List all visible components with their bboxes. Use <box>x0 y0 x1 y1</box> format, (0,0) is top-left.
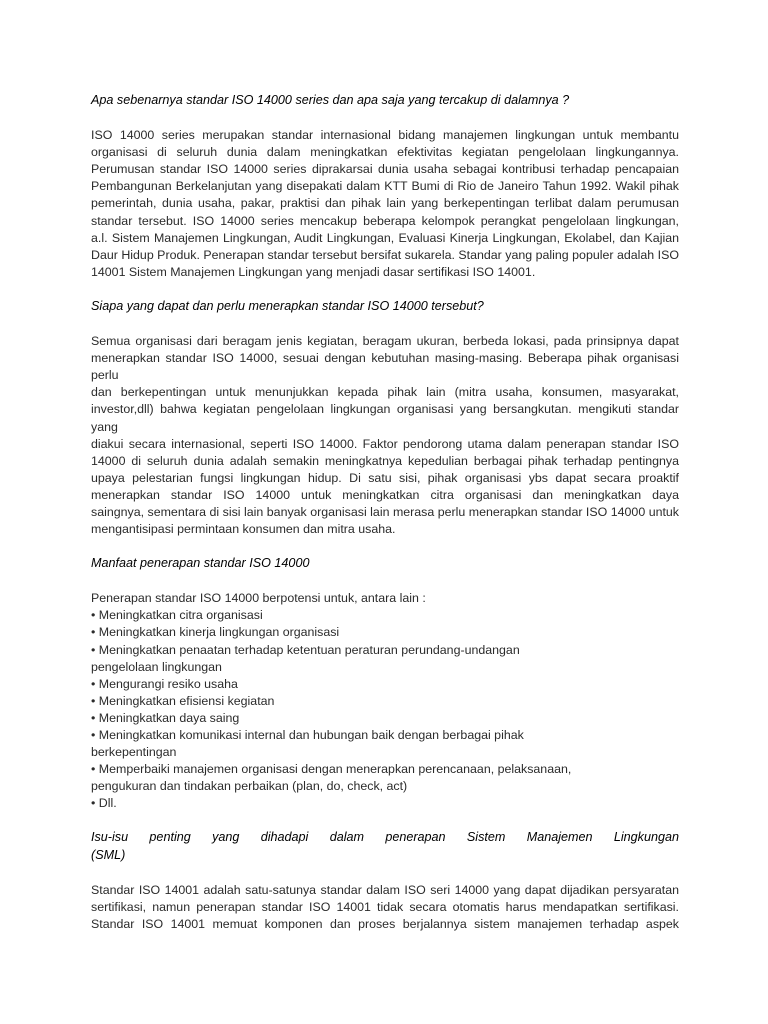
list-item: • Meningkatkan kinerja lingkungan organisasi <box>91 625 340 640</box>
heading-line: (SML) <box>91 847 126 862</box>
paragraph-line: mengantisipasi permintaan konsumen dan mitra usaha. <box>91 522 396 537</box>
list-item: • Meningkatkan citra organisasi <box>91 608 263 623</box>
paragraph-line: pemerintah, dunia usaha, pakar, praktisi dan pihak lain yang berkepentingan terlibat dalam perumusan <box>91 196 679 211</box>
paragraph-line: ISO 14000 series merupakan standar internasional bidang manajemen lingkungan untuk membantu <box>91 128 679 143</box>
section-paragraph <box>91 127 679 281</box>
list-item: • Memperbaiki manajemen organisasi dengan menerapkan perencanaan, pelaksanaan, <box>91 762 572 777</box>
paragraph-line: investor,dll) bahwa kegiatan pengelolaan lingkungan organisasi yang bersangkutan. mengikuti standar yang <box>91 402 679 434</box>
paragraph-line: Standar ISO 14001 memuat komponen dan proses berjalannya sistem manajemen terhadap aspek <box>91 916 679 931</box>
paragraph-line: menerapkan standar ISO 14000 untuk meningkatkan citra organisasi dan meningkatkan daya <box>91 487 679 502</box>
heading-line: Isu-isu penting yang dihadapi dalam penerapan Sistem Manajemen Lingkungan <box>91 830 679 845</box>
list-item: • Meningkatkan daya saing <box>91 710 240 725</box>
list-item: • Dll. <box>91 796 117 811</box>
paragraph-line: dan berkepentingan untuk menunjukkan kepada pihak lain (mitra usaha, konsumen, masyarakat, <box>91 385 679 400</box>
paragraph-line: 14001 Sistem Manajemen Lingkungan yang menjadi dasar sertifikasi ISO 14001. <box>91 264 536 279</box>
document-page <box>91 92 679 933</box>
paragraph-line: menerapkan standar ISO 14000, sesuai dengan kebutuhan masing-masing. Beberapa pihak organisasi perlu <box>91 351 679 383</box>
benefits-intro: Penerapan standar ISO 14000 berpotensi untuk, antara lain : <box>91 591 426 606</box>
list-item: • Mengurangi resiko usaha <box>91 676 238 691</box>
list-item: pengelolaan lingkungan <box>91 659 222 674</box>
paragraph-line: Pembangunan Berkelanjutan yang disepakati dalam KTT Bumi di Rio de Janeiro Tahun 1992. Wakil pihak <box>91 179 679 194</box>
paragraph-line: Standar ISO 14001 adalah satu-satunya standar dalam ISO seri 14000 yang dapat dijadikan persyaratan <box>91 882 679 897</box>
paragraph-line: Semua organisasi dari beragam jenis kegiatan, beragam ukuran, berbeda lokasi, pada prinsipnya dapat <box>91 334 679 349</box>
paragraph-line: standar tersebut. ISO 14000 series mencakup beberapa kelompok perangkat pengelolaan lingkungan, <box>91 213 679 228</box>
section-heading <box>91 829 679 863</box>
section-paragraph <box>91 333 679 538</box>
list-item: berkepentingan <box>91 745 177 760</box>
list-item: • Meningkatkan komunikasi internal dan hubungan baik dengan berbagai pihak <box>91 728 524 742</box>
paragraph-line: organisasi di seluruh dunia dalam meningkatkan efektivitas kegiatan pengelolaan lingkungannya. <box>91 145 679 160</box>
section-paragraph <box>91 882 679 933</box>
list-item: • Meningkatkan penaatan terhadap ketentuan peraturan perundang-undangan <box>91 642 520 657</box>
paragraph-line: upaya pelestarian fungsi lingkungan hidup. Di satu sisi, pihak organisasi ybs dapat secara proaktif <box>91 470 679 485</box>
paragraph-line: saingnya, sementara di sisi lain banyak organisasi lain merasa perlu menerapkan standar ISO 14000 untuk <box>91 504 679 519</box>
list-item: • Meningkatkan efisiensi kegiatan <box>91 693 275 708</box>
paragraph-line: Daur Hidup Produk. Penerapan standar tersebut bersifat sukarela. Standar yang paling populer adalah ISO <box>91 247 679 262</box>
section-heading: Apa sebenarnya standar ISO 14000 series dan apa saja yang tercakup di dalamnya ? <box>91 93 570 107</box>
section-heading: Siapa yang dapat dan perlu menerapkan standar ISO 14000 tersebut? <box>91 298 484 313</box>
paragraph-line: diakui secara internasional, seperti ISO 14000. Faktor pendorong utama dalam penerapan standar ISO <box>91 436 679 451</box>
paragraph-line: Perumusan standar ISO 14000 series diprakarsai dunia usaha sebagai kontribusi terhadap pencapaian <box>91 162 679 177</box>
paragraph-line: sertifikasi, namun penerapan standar ISO 14001 tidak secara otomatis harus mendapatkan sertifikasi. <box>91 899 679 914</box>
section-heading: Manfaat penerapan standar ISO 14000 <box>91 556 310 571</box>
paragraph-line: a.l. Sistem Manajemen Lingkungan, Audit Lingkungan, Evaluasi Kinerja Lingkungan, Ekolabel, dan Kajian <box>91 230 679 245</box>
list-item: pengukuran dan tindakan perbaikan (plan, do, check, act) <box>91 779 408 794</box>
benefits-block <box>91 590 679 812</box>
paragraph-line: 14000 di seluruh dunia adalah semakin meningkatnya kepedulian berbagai pihak terhadap pentingnya <box>91 453 679 468</box>
